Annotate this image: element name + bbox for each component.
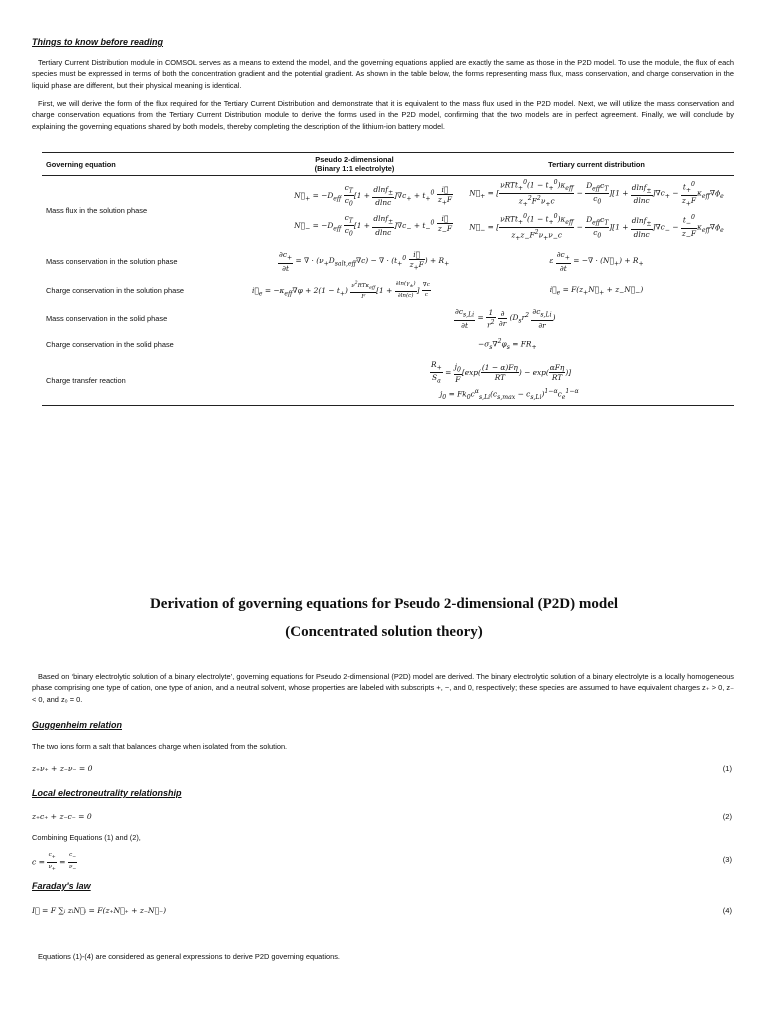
header-p2d-line2: (Binary 1:1 electrolyte) [314, 164, 395, 173]
equation-1: z₊ν₊ + z₋ν₋ = 0 [32, 764, 93, 773]
closing-text: Equations (1)-(4) are considered as general expressions to derive P2D governing equations. [38, 952, 340, 961]
tertiary-mass-conservation-equation: ε $\frac{\partial c_+}{\partial t}$ = −∇ · $(N⃗_+) + R_+$ [549, 250, 644, 273]
row-label-mass-conservation-solid: Mass conservation in the solid phase [46, 314, 168, 323]
equation-4: I⃗ = F ∑ᵢ zᵢN⃗ᵢ = F(z₊N⃗₊ + z₋N⃗₋) [32, 906, 167, 915]
derivation-title-line1: Derivation of governing equations for Pseudo 2-dimensional (P2D) model [149, 596, 619, 612]
equation-2-number: (2) [722, 812, 732, 821]
row-label-mass-flux: Mass flux in the solution phase [46, 206, 148, 216]
governing-equations-table [42, 152, 734, 406]
equation-2: z₊c₊ + z₋c₋ = 0 [32, 812, 92, 821]
tertiary-charge-conservation-equation: $i⃗_e$ = $F(z_+N⃗_+$ + $z_-N⃗_-$) [549, 284, 644, 297]
derivation-intro-paragraph: Based on ‘binary electrolytic solution of a binary electrolyte’, governing equations for Pseudo 2-dimensional (P2D) model are derived. The binary electrolytic solution of a binary electrolyte is a locally homogeneous phase comprising one type of cation, one type of anion, and a neutral solvent, whose properties are labeled with subscripts +, −, and 0, respectively; these species are assumed to have equivalent charges z₊ > 0, z₋ < 0, and z₀ = 0. [32, 672, 734, 704]
row-label-mass-conservation-solution: Mass conservation in the solution phase [46, 257, 178, 266]
table-row [42, 176, 734, 246]
charge-transfer-equation: $\frac{R_+}{S_a}$ = $\frac{j_0}{F}$ [exp( $\frac{(1 - \alpha)F\eta}{RT}$ ) − exp( $\frac{\text{αFη}}{RT}$ )] $j_0 = Fk_0c^\alpha_{s,Li}(c_{s,max} - c_{s,Li})^{1-\alpha}c_e^{1-\alpha}$ [431, 359, 579, 401]
header-governing-equation: Governing equation [42, 153, 250, 176]
row-label-charge-conservation-solution: Charge conservation in the solution phase [46, 286, 185, 295]
table-row [42, 304, 734, 334]
table-row [42, 278, 734, 304]
p2d-mass-flux-equation: $N⃗_+ = -D_{eff}$ $\frac{c_T}{c_0}$ [1 + $\frac{dlnf_\pm}{dlnc}$ ]$\nabla c_+ + t_+^0$ $\frac{i⃗}{z_+F}$ $N⃗_- = -D_{eff}$ $\frac{c_T}{c_0}$ [1 + $\frac{dlnf_\pm}{dlnc}$ ]$\nabla c_- + t_-^0$ $\frac{i⃗}{z_-F}$ [294, 182, 453, 238]
row-label-charge-transfer: Charge transfer reaction [46, 375, 126, 385]
guggenheim-heading: Guggenheim relation [32, 720, 123, 730]
guggenheim-text: The two ions form a salt that balances charge when isolated from the solution. [32, 742, 288, 751]
tertiary-mass-flux-equation: $N⃗_+$ = [ $\frac{\nu RTt_+^0(1 - t_+^0)\kappa_{eff}}{z_+^2F^2\nu_+c}$ − $\frac{D_{eff}c_T}{c_0}$ ][1 + $\frac{dlnf_\pm}{dlnc}$ ]$\nabla c_+$ − $\frac{t_+^0}{z_+F}$ $\kappa_{eff}\nabla\phi_e$ $N⃗_-$ = [ $\frac{\nu RTt_+^0(1 - t_+^0)\kappa_{eff}}{z_+z_-F^2\nu_+\nu_-c}$ − $\frac{D_{eff}c_T}{c_0}$ ][1 + $\frac{dlnf_\pm}{dlnc}$ ]$\nabla c_-$ − $\frac{t_-^0}{z_-F}$ $\kappa_{eff}\nabla\phi_e$ [469, 179, 724, 243]
solid-mass-conservation-equation: $\frac{\partial c_{s,Li}}{\partial t}$ = $\frac{1}{r^2}$ $\frac{\partial}{\partial r}$ ($D_sr^2$ $\frac{\partial c_{s,Li}}{\partial r}$ ) [455, 307, 556, 330]
electroneutrality-heading: Local electroneutrality relationship [32, 788, 182, 798]
intro-heading: Things to know before reading [32, 37, 164, 47]
table-header-row [42, 153, 734, 176]
combining-text: Combining Equations (1) and (2), [32, 833, 141, 842]
header-tertiary: Tertiary current distribution [459, 153, 734, 176]
table-row [42, 246, 734, 278]
equation-3-number: (3) [722, 855, 732, 864]
p2d-charge-conservation-equation: $i⃗_e = -\kappa_{eff}\nabla\varphi + 2(1 - t_+)$ $\frac{\nu^2RT\kappa_{eff}}{F}$ [1 + $\frac{\partial\ln(\gamma_\pm)}{\partial\ln(c)}$ ] $\frac{\nabla c}{c}$ [252, 280, 430, 301]
intro-paragraph-2: First, we will derive the form of the flux required for the Tertiary Current Distribution and demonstrate that it is equivalent to the mass flux used in the P2D model. Next, we will utilize the mass conservation and charge conservation equations from the Tertiary Current Distribution module to derive the forms used in the P2D model, confirming that the two models are in perfect agreement. Finally, we will conclude by explaining the governing equations shared by both models, thereby completing the description of the lithium-ion battery model. [32, 99, 734, 131]
equation-1-number: (1) [722, 764, 732, 773]
p2d-mass-conservation-equation: $\frac{\partial c_+}{\partial t}$ = ∇ · $(\nu_+D_{salt,eff}\nabla c)$ − ∇ · ($t_+^0$ $\frac{i⃗}{z_+F}$ ) + $R_+$ [279, 250, 450, 273]
header-p2d-line1: Pseudo 2-dimensional [315, 155, 394, 164]
intro-paragraph-1: Tertiary Current Distribution module in COMSOL serves as a means to extend the model, and the governing equations applied are exactly the same as those in the P2D model. To use the module, the flux of each species must be expressed in terms of both the concentration gradient and the potential gradient. As shown in the table below, the forms representing mass flux, mass conservation, and charge conservation in the liquid phase are different, but their physical meaning is identical. [32, 58, 734, 90]
derivation-title-line2: (Concentrated solution theory) [285, 624, 483, 640]
equation-3: c = $\frac{c_+}{\nu_+}$ = $\frac{c_-}{\nu_-}$ [32, 852, 77, 873]
table-row [42, 356, 734, 406]
solid-charge-conservation-equation: $-\sigma_s\nabla^2\varphi_s = FR_+$ [478, 338, 537, 351]
faraday-heading: Faraday's law [32, 881, 91, 891]
header-p2d [250, 153, 459, 176]
row-label-charge-conservation-solid: Charge conservation in the solid phase [46, 340, 174, 349]
table-row [42, 334, 734, 356]
equation-4-number: (4) [722, 906, 732, 915]
